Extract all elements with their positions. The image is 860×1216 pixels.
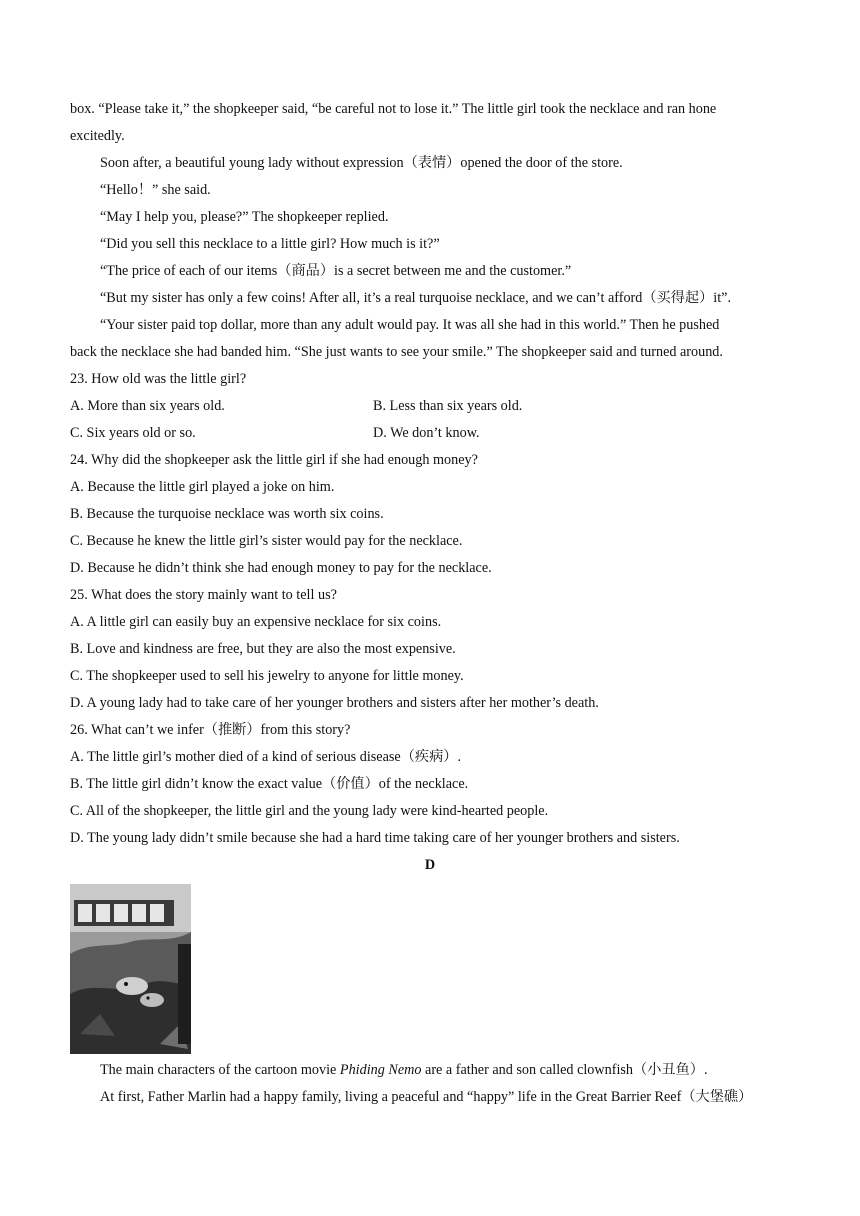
- paragraph: “Did you sell this necklace to a little girl? How much is it?”: [100, 236, 440, 252]
- option-a: A. The little girl’s mother died of a kind of serious disease（疾病）.: [70, 749, 462, 765]
- option-d: D. We don’t know.: [373, 425, 480, 441]
- paragraph-line: excitedly.: [70, 128, 125, 144]
- option-b: B. Because the turquoise necklace was worth six coins.: [70, 506, 384, 522]
- option-a: A. Because the little girl played a joke on him.: [70, 479, 335, 495]
- paragraph-line: “Your sister paid top dollar, more than any adult would pay. It was all she had in this world.” Then he pushed: [100, 317, 720, 333]
- option-a: A. More than six years old.: [70, 398, 225, 414]
- paragraph-line: box. “Please take it,” the shopkeeper said, “be careful not to lose it.” The little girl took the necklace and ran hone: [70, 101, 717, 117]
- option-d: D. The young lady didn’t smile because she had a hard time taking care of her younger brothers and sisters.: [70, 830, 680, 846]
- paragraph: Soon after, a beautiful young lady without expression（表情）opened the door of the store.: [100, 155, 623, 171]
- text-run: are a father and son called clownfish（小丑鱼）.: [421, 1062, 708, 1078]
- options-row: [70, 420, 790, 447]
- paragraph: [70, 1057, 790, 1084]
- movie-title: Phiding Nemo: [339, 1062, 422, 1078]
- paragraph: “The price of each of our items（商品）is a secret between me and the customer.”: [100, 263, 572, 279]
- section-label: D: [424, 857, 436, 873]
- option-d: D. Because he didn’t think she had enough money to pay for the necklace.: [70, 560, 492, 576]
- option-c: C. All of the shopkeeper, the little girl and the young lady were kind-hearted people.: [70, 803, 549, 819]
- option-c: C. Six years old or so.: [70, 425, 196, 441]
- options-row: [70, 393, 790, 420]
- paragraph: “But my sister has only a few coins! After all, it’s a real turquoise necklace, and we can’t afford（买得起）it”.: [100, 290, 732, 306]
- option-b: B. The little girl didn’t know the exact value（价值）of the necklace.: [70, 776, 469, 792]
- option-b: B. Less than six years old.: [373, 398, 523, 414]
- option-a: A. A little girl can easily buy an expensive necklace for six coins.: [70, 614, 442, 630]
- document-page: [70, 96, 790, 1111]
- option-c: C. Because he knew the little girl’s sister would pay for the necklace.: [70, 533, 463, 549]
- paragraph-line: back the necklace she had banded him. “She just wants to see your smile.” The shopkeeper said and turned around.: [70, 344, 723, 360]
- question-stem: 23. How old was the little girl?: [70, 371, 247, 387]
- option-c: C. The shopkeeper used to sell his jewelry to anyone for little money.: [70, 668, 464, 684]
- movie-poster-image: [70, 884, 191, 1054]
- text-run: The main characters of the cartoon movie: [100, 1062, 340, 1078]
- paragraph: “May I help you, please?” The shopkeeper replied.: [100, 209, 389, 225]
- question-stem: 26. What can’t we infer（推断）from this story?: [70, 722, 351, 738]
- option-d: D. A young lady had to take care of her younger brothers and sisters after her mother’s death.: [70, 695, 599, 711]
- paragraph: “Hello！” she said.: [100, 182, 211, 198]
- option-b: B. Love and kindness are free, but they are also the most expensive.: [70, 641, 456, 657]
- question-stem: 24. Why did the shopkeeper ask the little girl if she had enough money?: [70, 452, 478, 468]
- question-stem: 25. What does the story mainly want to tell us?: [70, 587, 337, 603]
- paragraph: At first, Father Marlin had a happy family, living a peaceful and “happy” life in the Great Barrier Reef（大堡礁）: [100, 1089, 753, 1105]
